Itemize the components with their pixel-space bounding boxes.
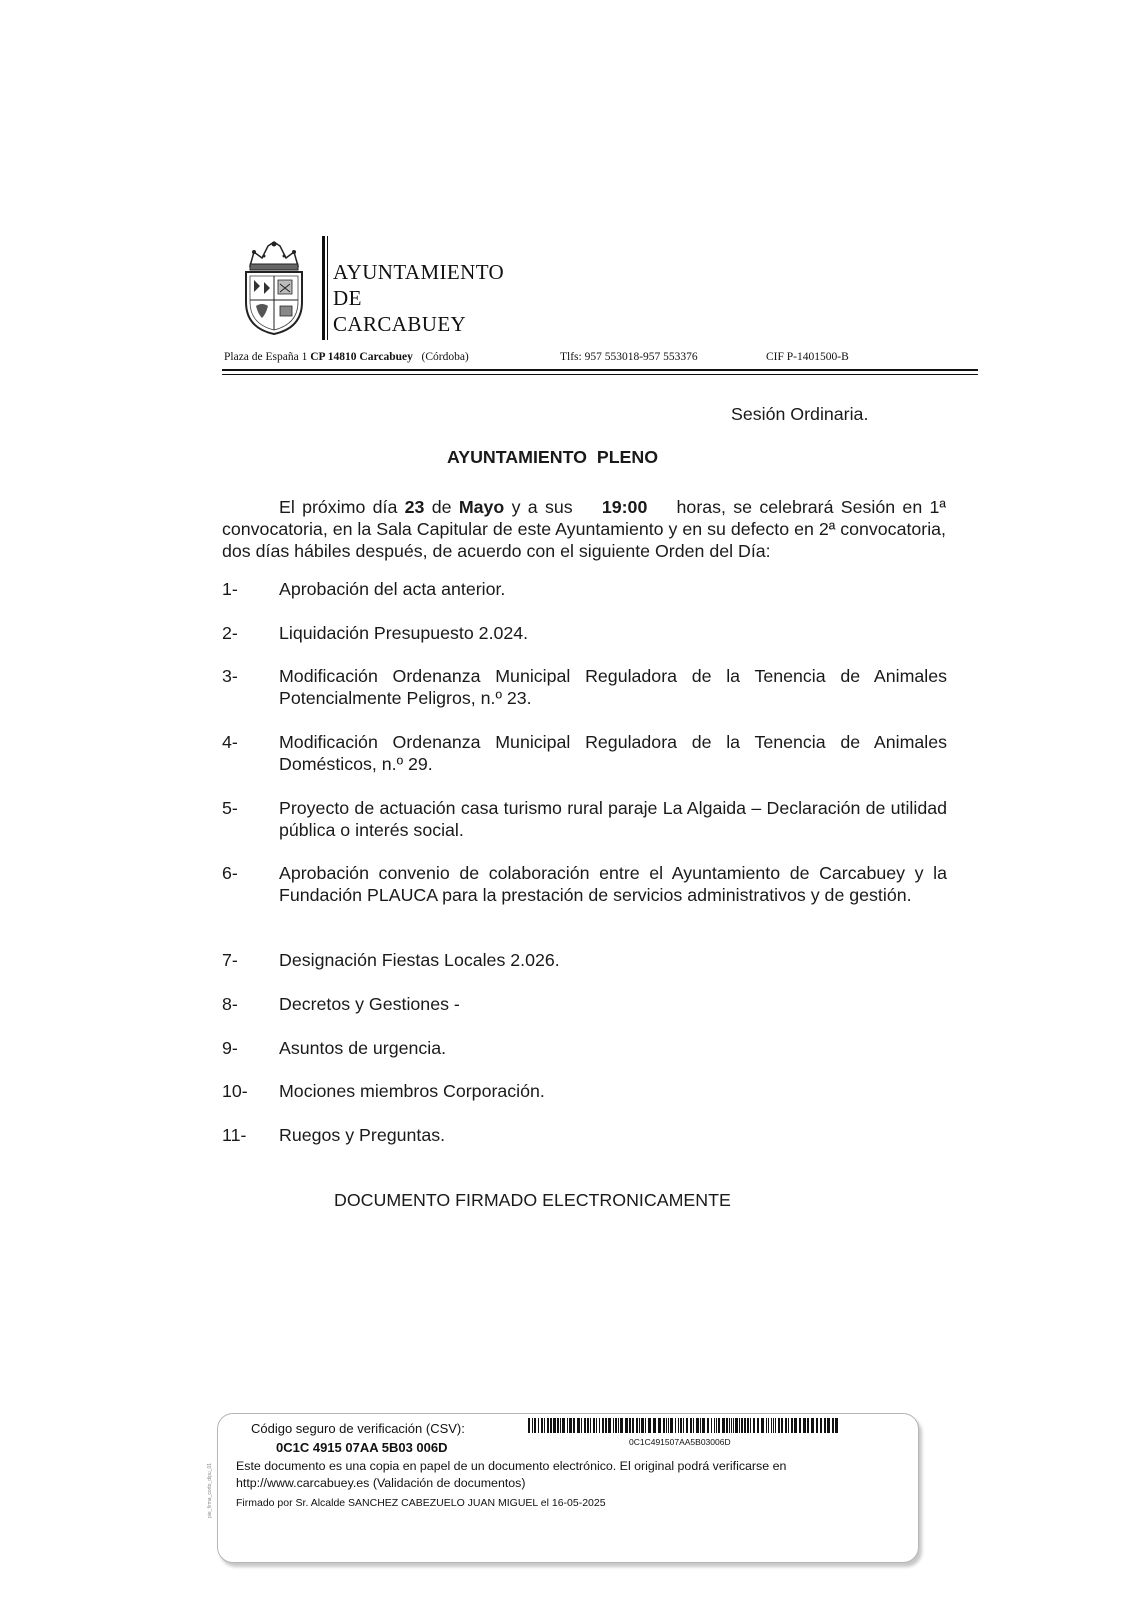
barcode-bar [729, 1418, 730, 1433]
barcode-bar [702, 1418, 705, 1433]
barcode-bar [807, 1418, 809, 1433]
barcode-bar [587, 1418, 589, 1433]
barcode-bar [641, 1418, 644, 1433]
barcode-bar [722, 1418, 725, 1433]
agenda-item: Ruegos y Preguntas. [279, 1125, 446, 1145]
barcode-bar [739, 1418, 740, 1433]
barcode-bar [567, 1418, 568, 1433]
agenda-number: 6- [222, 863, 238, 883]
barcode-bar [590, 1418, 591, 1433]
barcode-bar [618, 1418, 619, 1433]
barcode-bar [538, 1418, 539, 1433]
barcode-bar [658, 1418, 661, 1433]
barcode-bar [696, 1418, 699, 1433]
barcode-bar [741, 1418, 743, 1433]
barcode-bar [766, 1418, 767, 1433]
barcode-bar [581, 1418, 582, 1433]
barcode-bar [744, 1418, 746, 1433]
agenda-number: 8- [222, 994, 238, 1014]
agenda-item: Liquidación Presupuesto 2.024. [279, 623, 529, 643]
agenda-number: 7- [222, 950, 238, 970]
agenda-number: 1- [222, 579, 238, 599]
barcode-bar [615, 1418, 617, 1433]
barcode-bar [757, 1418, 759, 1433]
barcode-bar [824, 1418, 826, 1433]
signature-note: DOCUMENTO FIRMADO ELECTRONICAMENTE [334, 1190, 731, 1210]
page-title: AYUNTAMIENTO PLENO [447, 447, 659, 467]
barcode-bar [596, 1418, 597, 1433]
validation-url: http://www.carcabuey.es (Validación de documentos) [236, 1476, 526, 1490]
header-rule [222, 369, 978, 371]
barcode-bar [799, 1418, 801, 1433]
address-street: Plaza de España 1 [224, 351, 308, 363]
barcode-bar [613, 1418, 614, 1433]
barcode-bar [648, 1418, 651, 1433]
session-time: 19:00 [601, 497, 648, 517]
barcode-bar [707, 1418, 709, 1433]
barcode-bar [608, 1418, 611, 1433]
session-day: 23 [404, 497, 425, 517]
barcode-bar [835, 1418, 838, 1433]
agenda-item: Decretos y Gestiones - [279, 994, 460, 1014]
barcode-bar [750, 1418, 751, 1433]
header-divider [322, 236, 325, 340]
barcode-bar [532, 1418, 533, 1433]
agenda-number: 2- [222, 623, 238, 643]
barcode-bar [683, 1418, 684, 1433]
barcode-bar [632, 1418, 634, 1433]
barcode-bar [625, 1418, 628, 1433]
barcode-bar [693, 1418, 694, 1433]
barcode-bar [718, 1418, 720, 1433]
barcode-bar [747, 1418, 749, 1433]
barcode-bar [827, 1418, 830, 1433]
barcode-bar [528, 1418, 530, 1433]
barcode-bar [791, 1418, 793, 1433]
barcode-bar [775, 1418, 776, 1433]
barcode-bar [639, 1418, 640, 1433]
barcode-bar [700, 1418, 701, 1433]
intro-text: El próximo día [279, 497, 405, 517]
coat-of-arms-icon [240, 240, 308, 336]
barcode-bar [577, 1418, 580, 1433]
barcode-bar [690, 1418, 692, 1433]
barcode-bar [557, 1418, 559, 1433]
barcode-bar [645, 1418, 646, 1433]
barcode-bar [761, 1418, 764, 1433]
address [224, 351, 469, 363]
barcode-bar [569, 1418, 572, 1433]
agenda-item: Modificación Ordenanza Municipal Reguladora de la Tenencia de Animales Potencialmente Peligros, n.º 23. [279, 666, 947, 708]
header-rule-thin [222, 374, 978, 375]
barcode-bar [731, 1418, 732, 1433]
barcode-bar [573, 1418, 575, 1433]
barcode-bar [553, 1418, 556, 1433]
org-name-line2: DE [333, 286, 362, 310]
csv-code: 0C1C 4915 07AA 5B03 006D [276, 1440, 448, 1455]
barcode-bar [599, 1418, 600, 1433]
barcode-bar [773, 1418, 774, 1433]
barcode-bar [820, 1418, 822, 1433]
barcode-bar [675, 1418, 676, 1433]
footer-side-text: pie_firma_corto_dipu_01 [207, 1462, 213, 1518]
barcode-bar [663, 1418, 665, 1433]
barcode-bar [711, 1418, 712, 1433]
agenda-number: 11- [222, 1125, 247, 1145]
signed-by: Firmado por Sr. Alcalde SANCHEZ CABEZUELO JUAN MIGUEL el 16-05-2025 [236, 1497, 606, 1509]
barcode-bar [785, 1418, 787, 1433]
agenda-item: Proyecto de actuación casa turismo rural paraje La Algaida – Declaración de utilidad pública o interés social. [279, 798, 947, 840]
barcode-bar [547, 1418, 549, 1433]
barcode-bar [668, 1418, 669, 1433]
barcode-bar [653, 1418, 656, 1433]
session-month: Mayo [458, 497, 505, 517]
barcode-bar [550, 1418, 552, 1433]
barcode-bar [788, 1418, 789, 1433]
barcode-bar [768, 1418, 769, 1433]
agenda-number: 9- [222, 1038, 238, 1058]
address-postcode: CP 14810 Carcabuey [310, 351, 413, 363]
barcode-bar [670, 1418, 673, 1433]
header-divider-thin [327, 236, 328, 340]
agenda-item: Aprobación del acta anterior. [279, 579, 506, 599]
barcode-bar [541, 1418, 543, 1433]
barcode-bar [620, 1418, 623, 1433]
agenda-number: 4- [222, 732, 238, 752]
barcode-bar [778, 1418, 780, 1433]
csv-label: Código seguro de verificación (CSV): [251, 1421, 465, 1436]
org-name-line1: AYUNTAMIENTO [333, 260, 505, 284]
barcode-bar [794, 1418, 797, 1433]
agenda-item: Aprobación convenio de colaboración entre el Ayuntamiento de Carcabuey y la Fundación PLAUCA para la prestación de servicios administrativos y de gestión. [279, 863, 947, 905]
intro-text: horas, se celebrará Sesión en 1ª convocatoria, en la Sala Capitular de este Ayuntamiento y en su defecto en 2ª convocatoria, dos días hábiles después, de acuerdo con el siguiente Orden del Día: [222, 497, 951, 561]
barcode-bar [584, 1418, 586, 1433]
cif: CIF P-1401500-B [766, 351, 849, 363]
barcode-bar [602, 1418, 604, 1433]
agenda-item: Designación Fiestas Locales 2.026. [279, 950, 560, 970]
barcode-bar [753, 1418, 755, 1433]
agenda-item: Mociones miembros Corporación. [279, 1081, 545, 1101]
barcode-bar [534, 1418, 536, 1433]
copy-note: Este documento es una copia en papel de un documento electrónico. El original podrá verificarse en [236, 1459, 787, 1473]
barcode-bar [605, 1418, 607, 1433]
barcode-bar [811, 1418, 814, 1433]
barcode-bar [781, 1418, 783, 1433]
barcode-bar [560, 1418, 561, 1433]
barcode-bar [816, 1418, 818, 1433]
barcode-bar [636, 1418, 638, 1433]
address-province: (Córdoba) [421, 351, 469, 363]
intro-text: de [424, 497, 459, 517]
agenda-item: Asuntos de urgencia. [279, 1038, 447, 1058]
barcode-bar [726, 1418, 728, 1433]
agenda-number: 3- [222, 666, 238, 686]
barcode-bar [714, 1418, 715, 1433]
barcode-bar [803, 1418, 806, 1433]
barcode-bar [629, 1418, 631, 1433]
org-name-line3: CARCABUEY [333, 312, 467, 336]
barcode-text: 0C1C491507AA5B03006D [629, 1437, 731, 1447]
barcode-bar [771, 1418, 772, 1433]
barcode-bar [562, 1418, 565, 1433]
barcode-bar [686, 1418, 688, 1433]
session-type: Sesión Ordinaria. [731, 404, 869, 424]
barcode-bar [593, 1418, 595, 1433]
barcode-bar [680, 1418, 682, 1433]
barcode-bar [832, 1418, 834, 1433]
intro-text: y a sus [504, 497, 602, 517]
barcode-bar [678, 1418, 679, 1433]
barcode-bar [735, 1418, 738, 1433]
intro-paragraph [222, 496, 951, 562]
barcode-bar [666, 1418, 667, 1433]
barcode-icon [528, 1418, 838, 1433]
phones: Tlfs: 957 553018-957 553376 [560, 351, 698, 363]
agenda-item: Modificación Ordenanza Municipal Reguladora de la Tenencia de Animales Domésticos, n.º 29. [279, 732, 947, 774]
agenda-number: 5- [222, 798, 238, 818]
barcode-bar [716, 1418, 717, 1433]
agenda-number: 10- [222, 1081, 248, 1101]
barcode-bar [733, 1418, 734, 1433]
barcode-bar [544, 1418, 545, 1433]
